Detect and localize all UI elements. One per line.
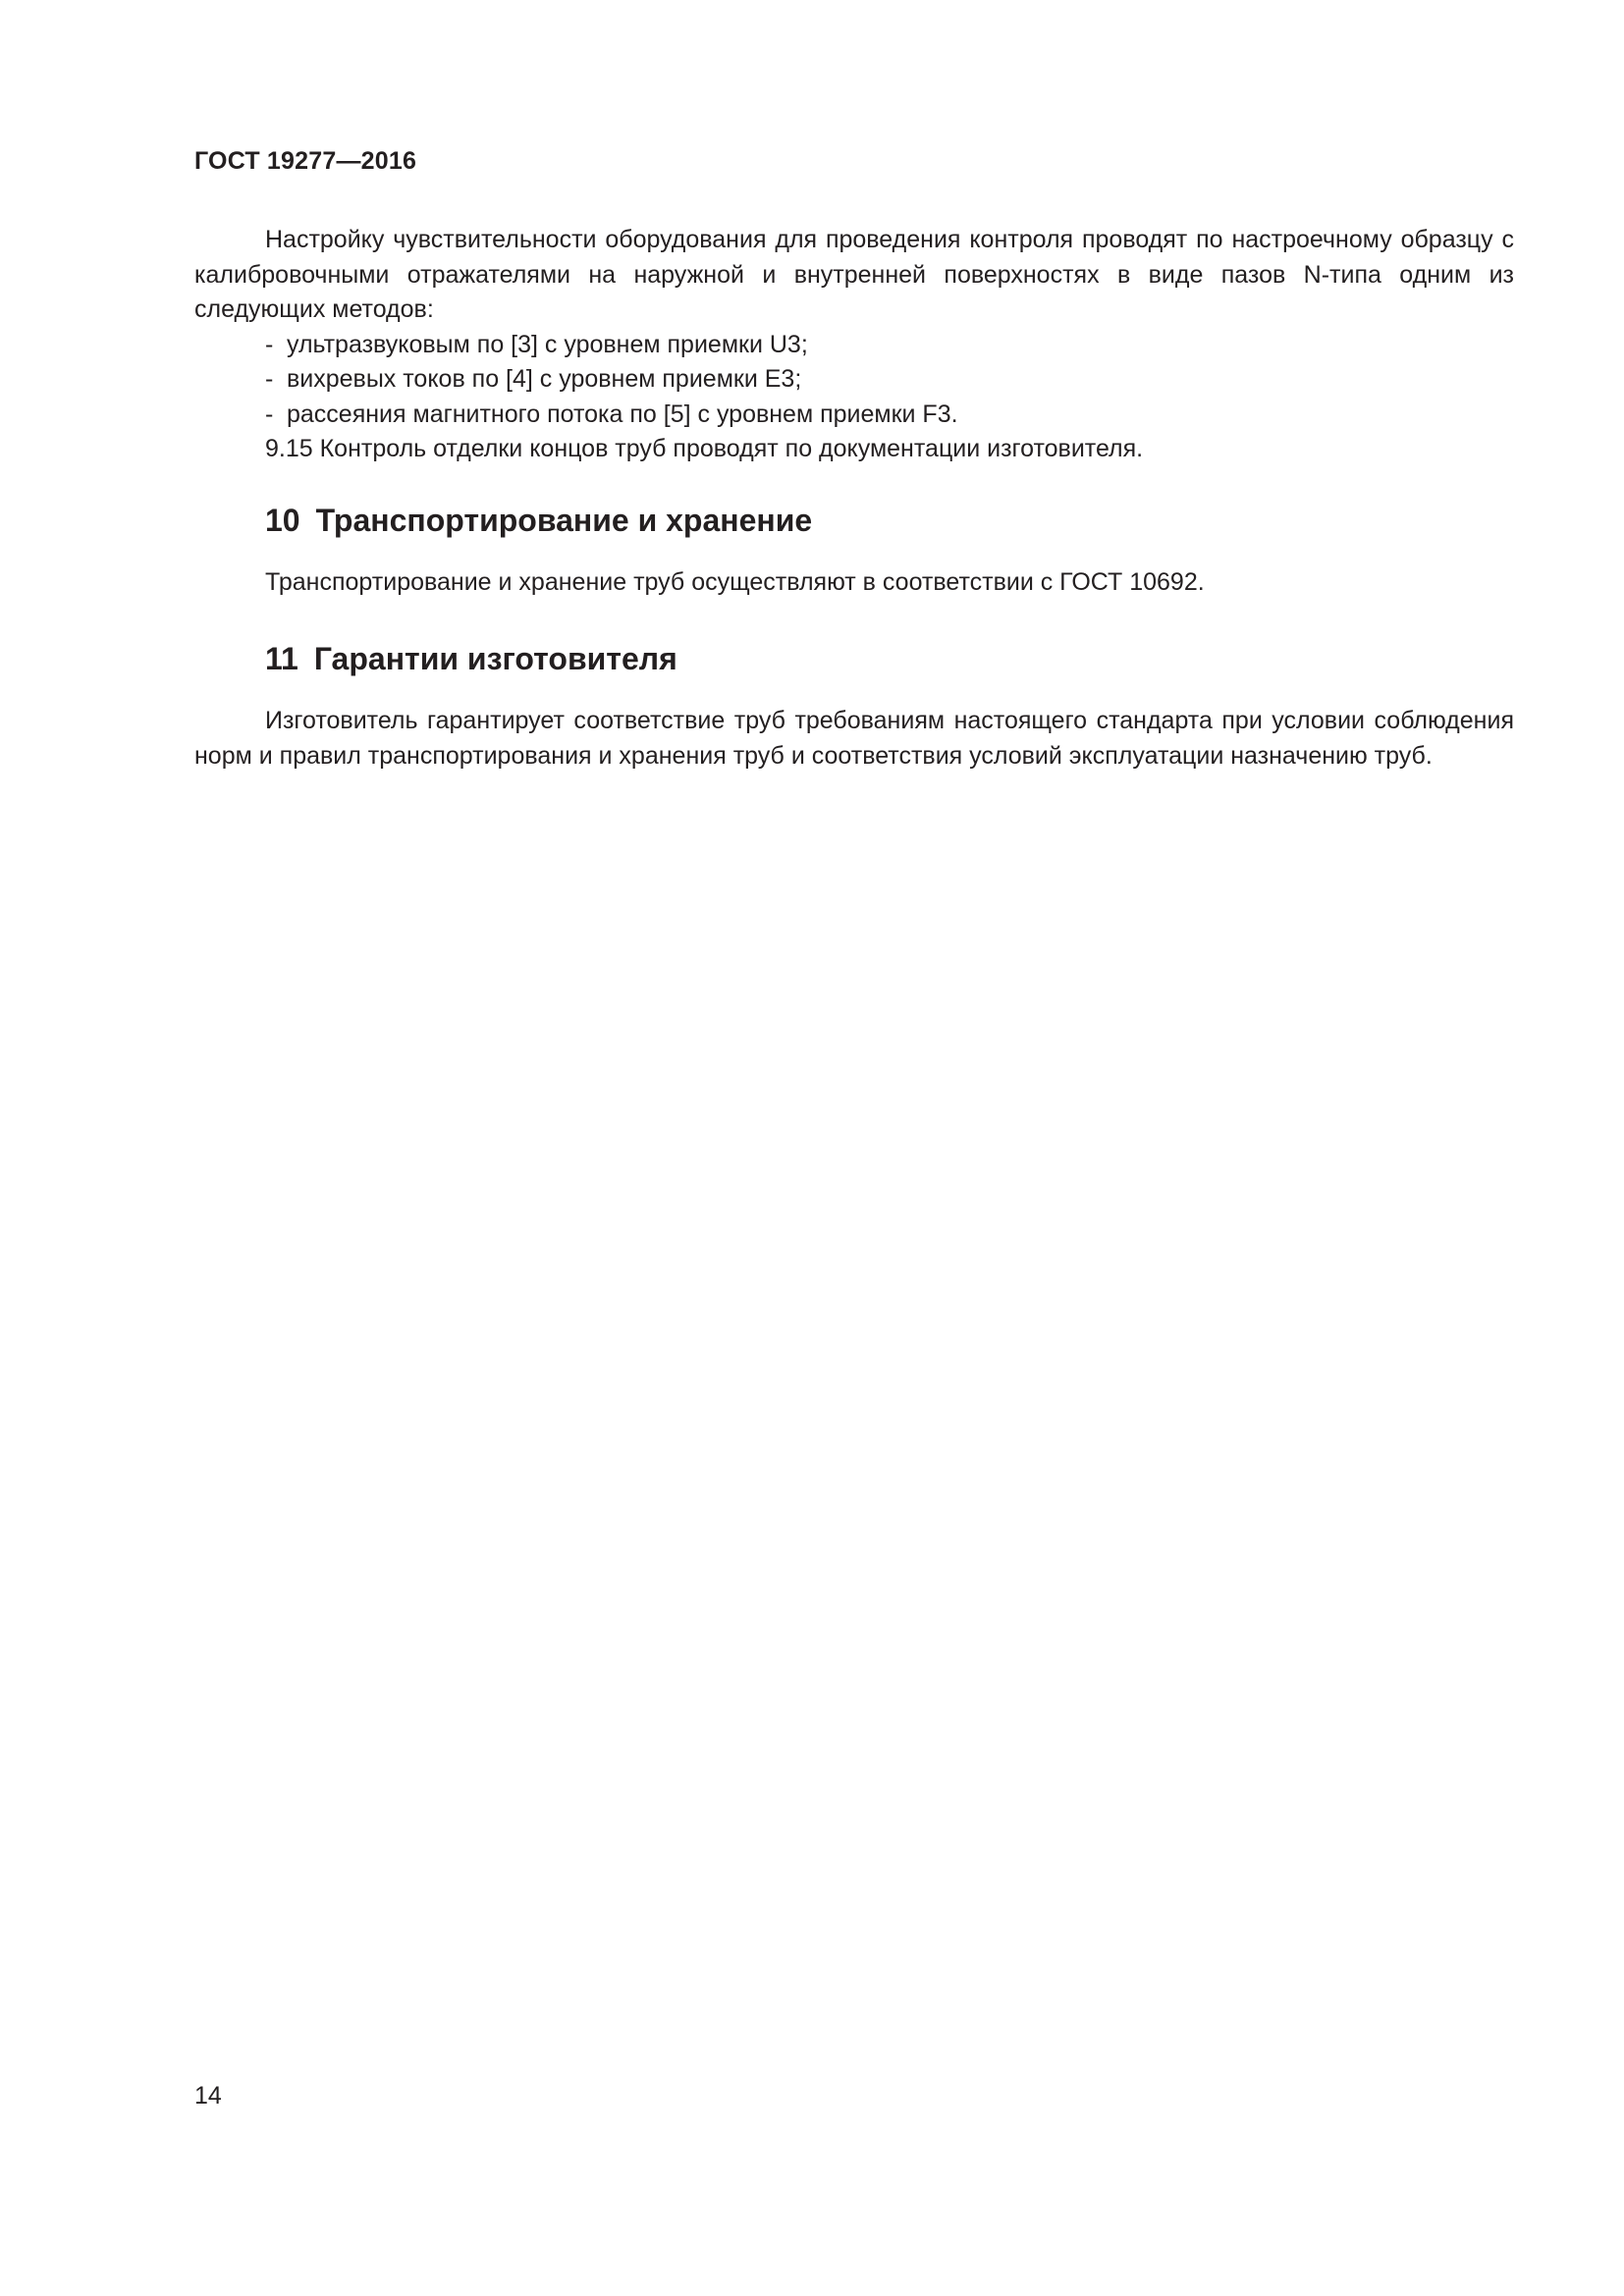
list-item (194, 398, 1514, 433)
list-item-text: ультразвуковым по [3] с уровнем приемки U3; (287, 330, 808, 358)
page-number: 14 (194, 2082, 222, 2109)
list-item-text: рассеяния магнитного потока по [5] с уровнем приемки F3. (287, 400, 958, 428)
list-dash: - (265, 330, 274, 358)
section-title: Гарантии изготовителя (313, 641, 677, 676)
section-10-paragraph: Транспортирование и хранение труб осуществляют в соответствии с ГОСТ 10692. (265, 567, 1205, 596)
list-item (194, 328, 1514, 363)
methods-list (194, 328, 1514, 433)
section-11-paragraph: Изготовитель гарантирует соответствие труб требованиям настоящего стандарта при условии соблюдения норм и правил транспортирования и хранения труб и соответствия условий эксплуатации назначению труб. (194, 707, 1514, 770)
standard-id-header: ГОСТ 19277—2016 (194, 147, 417, 175)
list-item-text: вихревых токов по [4] с уровнем приемки E3; (287, 365, 802, 393)
section-11-heading (194, 639, 1514, 678)
intro-paragraph: Настройку чувствительности оборудования для проведения контроля проводят по настроечному образцу с калибровочными отражателями на наружной и внутренней поверхностях в виде пазов N-типа одним из следующих методов: (194, 226, 1514, 323)
list-dash: - (265, 400, 274, 428)
document-body (194, 223, 1514, 774)
section-number: 10 (265, 502, 300, 538)
list-item (194, 362, 1514, 398)
list-dash: - (265, 365, 274, 393)
clause-9-15: 9.15 Контроль отделки концов труб проводят по документации изготовителя. (265, 435, 1144, 462)
section-10-heading (194, 501, 1514, 540)
section-number: 11 (265, 641, 298, 676)
section-title: Транспортирование и хранение (315, 502, 813, 538)
